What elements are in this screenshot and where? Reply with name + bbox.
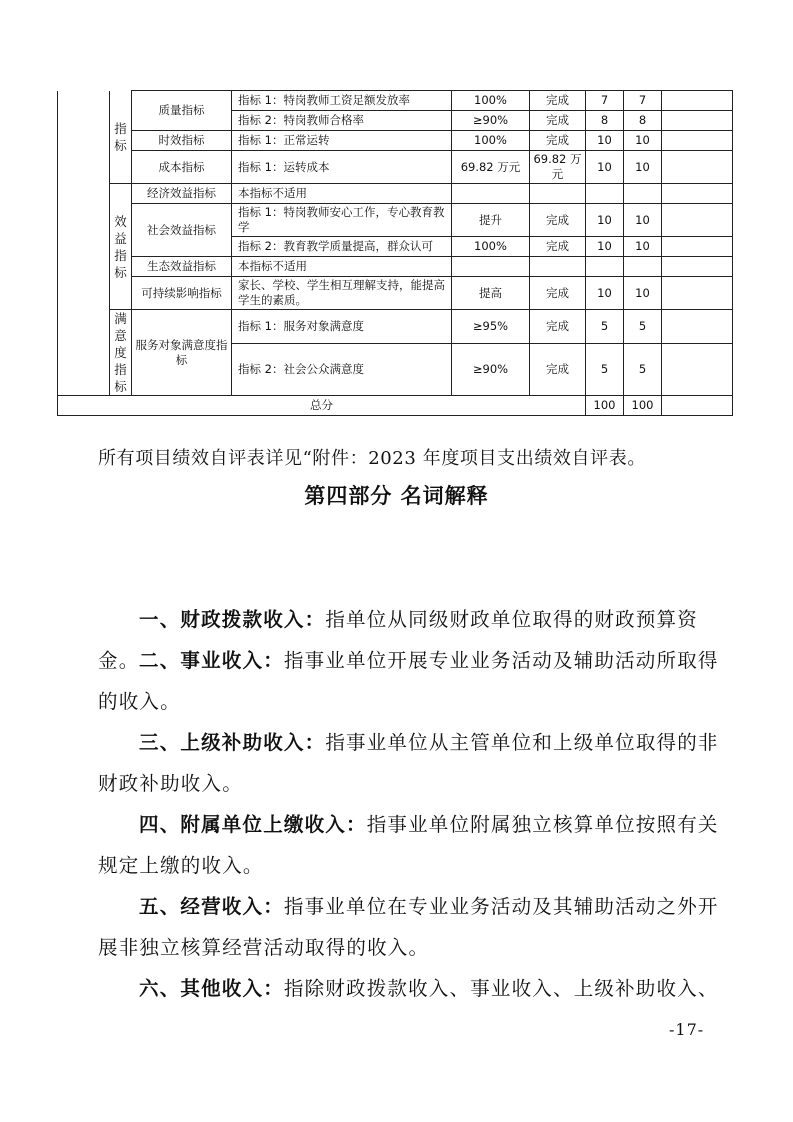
weight-value: 5 (586, 310, 624, 344)
indicator-text: 指标 1：特岗教师工资足额发放率 (232, 91, 452, 111)
sub-indicator: 经济效益指标 (132, 184, 232, 204)
sub-indicator: 可持续影响指标 (132, 277, 232, 310)
indicator-text: 本指标不适用 (232, 184, 452, 204)
score-value: 10 (624, 237, 662, 257)
indicator-text: 指标 1：特岗教师安心工作，专心教育教学 (232, 204, 452, 237)
remark-cell (662, 344, 733, 396)
actual-value: 完成 (530, 344, 586, 396)
indicator-text: 指标 1：服务对象满意度 (232, 310, 452, 344)
sub-indicator: 服务对象满意度指标 (132, 310, 232, 396)
table-row (58, 184, 733, 204)
table-row (58, 91, 733, 111)
actual-value: 完成 (530, 91, 586, 111)
target-value: ≥90% (452, 344, 530, 396)
weight-value: 10 (586, 277, 624, 310)
definition-term: 五、经营收入： (139, 895, 284, 918)
indicator-text: 指标 2：教育教学质量提高，群众认可 (232, 237, 452, 257)
score-value: 8 (624, 111, 662, 131)
indicator-text: 本指标不适用 (232, 257, 452, 277)
remark-cell (662, 396, 733, 416)
definition-term: 二、事业收入： (139, 649, 284, 672)
score-value: 5 (624, 310, 662, 344)
table-row (58, 277, 733, 310)
definition-item (98, 886, 723, 968)
score-value: 7 (624, 91, 662, 111)
weight-value: 7 (586, 91, 624, 111)
table-row (58, 131, 733, 151)
definition-term: 六、其他收入： (139, 977, 284, 1000)
score-value: 10 (624, 277, 662, 310)
actual-value: 完成 (530, 131, 586, 151)
actual-value: 完成 (530, 310, 586, 344)
actual-value: 完成 (530, 111, 586, 131)
weight-value: 10 (586, 237, 624, 257)
target-value: 提高 (452, 277, 530, 310)
indicator-text: 指标 2：特岗教师合格率 (232, 111, 452, 131)
appendix-note: 所有项目绩效自评表详见“附件：2023 年度项目支出绩效自评表。 (98, 448, 646, 469)
target-value: ≥95% (452, 310, 530, 344)
project-name-cell (58, 91, 110, 396)
definition-text: 指事业单位开展专业业务活动及辅助活动所取得的收入。 (98, 649, 719, 713)
weight-value: 5 (586, 344, 624, 396)
sub-indicator: 成本指标 (132, 151, 232, 184)
definition-term: 三、上级补助收入： (139, 731, 326, 754)
total-row (58, 396, 733, 416)
definition-text: 指单位从同级财政单位取得的财政预算资金。 (98, 608, 698, 672)
definition-item (98, 804, 723, 886)
total-score: 100 (624, 396, 662, 416)
definition-text: 指事业单位在专业业务活动及其辅助活动之外开展非独立核算经营活动取得的收入。 (98, 895, 719, 959)
remark-cell (662, 111, 733, 131)
section-title: 第四部分 名词解释 (304, 483, 489, 508)
indicator-text: 指标 1：正常运转 (232, 131, 452, 151)
definition-term: 四、附属单位上缴收入： (139, 813, 367, 836)
definition-text: 指事业单位从主管单位和上级单位取得的非财政补助收入。 (98, 731, 719, 795)
table-row (58, 310, 733, 344)
dimension-benefit: 效益指标 (110, 184, 132, 310)
indicator-text: 家长、学校、学生相互理解支持，能提高学生的素质。 (232, 277, 452, 310)
dimension-output: 指标 (110, 91, 132, 184)
actual-value: 完成 (530, 204, 586, 237)
definition-text: 指事业单位附属独立核算单位按照有关规定上缴的收入。 (98, 813, 719, 877)
sub-indicator: 时效指标 (132, 131, 232, 151)
actual-value: 完成 (530, 277, 586, 310)
remark-cell (662, 184, 733, 204)
definition-text: 指除财政拨款收入、事业收入、上级补助收入、 (283, 977, 719, 1000)
definition-item (98, 640, 723, 722)
weight-value: 10 (586, 204, 624, 237)
target-value: 100% (452, 131, 530, 151)
target-value: 提升 (452, 204, 530, 237)
sub-indicator: 质量指标 (132, 91, 232, 131)
sub-indicator: 生态效益指标 (132, 257, 232, 277)
total-label: 总分 (58, 396, 586, 416)
remark-cell (662, 237, 733, 257)
definition-item (98, 968, 723, 1009)
target-value: 100% (452, 91, 530, 111)
sub-indicator: 社会效益指标 (132, 204, 232, 257)
remark-cell (662, 277, 733, 310)
remark-cell (662, 257, 733, 277)
remark-cell (662, 151, 733, 184)
target-value: 100% (452, 237, 530, 257)
table-row (58, 151, 733, 184)
score-value: 10 (624, 204, 662, 237)
dimension-satisfaction: 满意度指标 (110, 310, 132, 396)
total-weight: 100 (586, 396, 624, 416)
remark-cell (662, 91, 733, 111)
table-row (58, 204, 733, 237)
performance-table (57, 90, 733, 416)
target-value: ≥90% (452, 111, 530, 131)
indicator-text: 指标 1：运转成本 (232, 151, 452, 184)
remark-cell (662, 310, 733, 344)
target-value: 69.82 万元 (452, 151, 530, 184)
actual-value: 完成 (530, 237, 586, 257)
weight-value: 10 (586, 151, 624, 184)
remark-cell (662, 131, 733, 151)
score-value: 10 (624, 131, 662, 151)
remark-cell (662, 204, 733, 237)
page-number: -17- (669, 1020, 705, 1039)
definition-item (98, 722, 723, 804)
indicator-text: 指标 2：社会公众满意度 (232, 344, 452, 396)
score-value: 10 (624, 151, 662, 184)
score-value: 5 (624, 344, 662, 396)
table-row (58, 257, 733, 277)
actual-value: 69.82 万元 (530, 151, 586, 184)
weight-value: 10 (586, 131, 624, 151)
weight-value: 8 (586, 111, 624, 131)
definition-term: 一、财政拨款收入： (139, 608, 326, 631)
